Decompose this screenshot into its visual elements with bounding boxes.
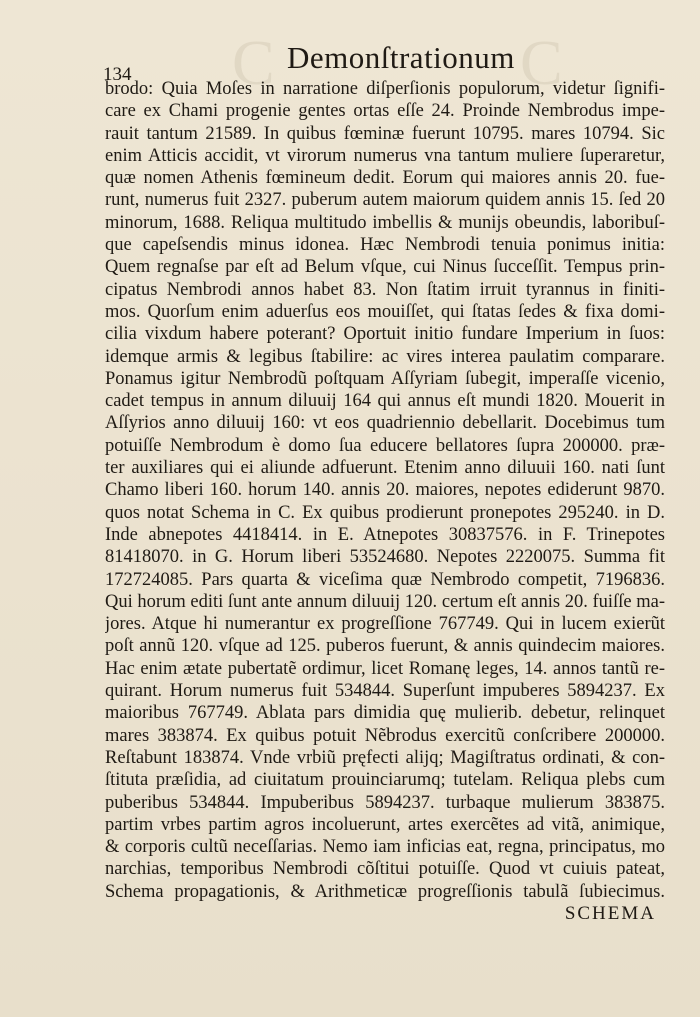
text-line: & corporis cultũ neceſſarias. Nemo iam inficias eat, regna, principatus, mo — [105, 837, 665, 858]
text-line: mos. Quorſum enim aduerſus eos mouiſſet, qui ſtatas ſedes & fixa domi- — [105, 301, 665, 322]
text-line: que capeſsendis minus idonea. Hæc Nembrodi tenuia ponimus initia: — [105, 235, 665, 256]
text-line: brodo: Quia Moſes in narratione diſperſionis populorum, videtur ſignifi- — [105, 79, 665, 99]
text-line: ſtituta præſidia, ad ciuitatum prouinciarumq; tutelam. Reliqua plebs cum — [105, 770, 665, 791]
text-line: Reſtabunt 183874. Vnde vrbiũ pręfecti alijq; Magiſtratus ordinati, & con- — [105, 747, 665, 768]
text-line: Inde abnepotes 4418414. in E. Atnepotes 30837576. in F. Trinepotes — [105, 524, 665, 545]
show-through-mark: C — [232, 27, 275, 98]
text-line: quirant. Horum numerus fuit 534844. Superſunt impuberes 5894237. Ex — [105, 681, 665, 702]
text-line: quæ nomen Athenis fœmineum dedit. Eorum qui maiores annis 20. fue- — [105, 168, 665, 189]
text-line: 81418070. in G. Horum liberi 53524680. Nepotes 2220075. Summa fit — [105, 547, 665, 568]
body-text — [105, 78, 665, 903]
text-line: care ex Chami progenie gentes ortas eſſe 24. Proinde Nembrodus impe- — [105, 101, 665, 122]
text-line: minorum, 1688. Reliqua multitudo imbellis & munijs obeundis, laboribuſ- — [105, 212, 665, 233]
text-line: mares 383874. Ex quibus potuit Nẽbrodus exercitũ conſcribere 200000. — [105, 725, 665, 746]
text-line: partim vrbes partim agros incoluerunt, artes exercẽtes ad vitã, animique, — [105, 814, 665, 835]
text-line: enim Atticis accidit, vt virorum numerus vna tantum muliere ſuperaretur, — [105, 145, 665, 166]
text-line: quos notat Schema in C. Ex quibus prodierunt pronepotes 295240. in D. — [105, 502, 665, 523]
text-line: narchias, temporibus Nembrodi cõſtitui potuiſſe. Quod vt cuiuis pateat, — [105, 859, 665, 880]
text-line: Quem regnaſse par eſt ad Belum vſque, cui Ninus ſucceſſit. Tempus prin- — [105, 257, 665, 278]
text-line: ter auxiliares qui ei aliunde adfuerunt. Etenim anno diluuii 160. nati ſunt — [105, 458, 665, 479]
text-line: maioribus 767749. Ablata pars dimidia quę mulierib. debetur, relinquet — [105, 703, 665, 724]
running-title: Demonſtrationum — [287, 40, 515, 75]
show-through-mark: C — [520, 27, 563, 98]
text-line: Qui horum editi ſunt ante annum diluuij 120. certum eſt annis 20. fuiſſe ma- — [105, 591, 665, 612]
text-line: Ponamus igitur Nembrodũ poſtquam Aſſyriam ſubegit, imperaſſe vicenio, — [105, 368, 665, 389]
text-line: 172724085. Pars quarta & viceſima quæ Nembrodo competit, 7196836. — [105, 569, 665, 590]
catchword: SCHEMA — [564, 903, 656, 924]
text-line: Hac enim ætate pubertatẽ ordimur, licet Romanę leges, 14. annos tantũ re- — [105, 658, 665, 679]
text-line: rauit tantum 21589. In quibus fœminæ fuerunt 10795. mares 10794. Sic — [105, 123, 665, 144]
text-line: cadet tempus in annum diluuij 164 qui annus eſt mundi 1820. Mouerit in — [105, 391, 665, 412]
text-line: cipatus Nembrodi annos habet 83. Non ſtatim irruit tyrannus in finiti- — [105, 279, 665, 300]
page-number: 134 — [103, 64, 132, 85]
text-line: Schema propagationis, & Arithmeticæ progreſſionis tabulã ſubiecimus. — [105, 881, 665, 902]
text-line: cilia vixdum habere poterant? Oportuit initio fundare Imperium in ſuos: — [105, 324, 665, 345]
text-line: puberibus 534844. Impuberibus 5894237. turbaque mulierum 383875. — [105, 792, 665, 813]
text-line: poſt annũ 120. vſque ad 125. puberos fuerunt, & annis quindecim maiores. — [105, 636, 665, 657]
text-line: idemque armis & legibus ſtabilire: ac vires interea paulatim comparare. — [105, 346, 665, 367]
text-line: Chamo liberi 160. horum 140. annis 20. maiores, nepotes ediderunt 9870. — [105, 480, 665, 501]
text-line: runt, numerus fuit 2327. puberum autem maiorum quidem annis 15. ſed 20 — [105, 190, 665, 211]
text-line: Aſſyrios anno diluuij 160: vt eos quadriennio debellarit. Docebimus tum — [105, 413, 665, 434]
text-line: potuiſſe Nembrodum è domo ſua educere bellatores ſupra 200000. præ- — [105, 435, 665, 456]
text-line: jores. Atque hi numerantur ex progreſſione 767749. Qui in lucem exierũt — [105, 614, 665, 635]
